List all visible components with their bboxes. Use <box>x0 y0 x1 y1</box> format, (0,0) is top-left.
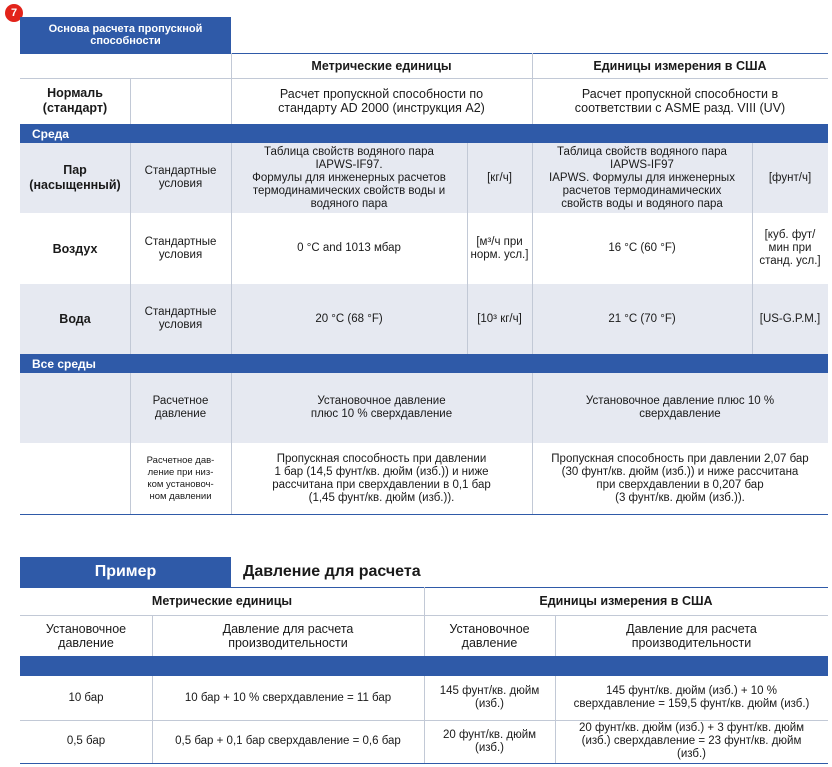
air-conditions: Стандартные условия <box>144 235 217 261</box>
water-us: 21 °C (70 °F) <box>608 312 676 325</box>
air-us-unit: [куб. фут/ мин при станд. усл.] <box>759 229 821 267</box>
table-row: 145 фунт/кв. дюйм (изб.) <box>439 685 540 710</box>
table-row: 0,5 бар + 0,1 бар сверхдавление = 0,6 бар <box>175 735 401 747</box>
page-number: 7 <box>10 7 18 19</box>
water-metric: 20 °C (68 °F) <box>315 312 383 325</box>
col-header-us: Единицы измерения в США <box>593 58 767 73</box>
steam-us-unit: [фунт/ч] <box>768 171 812 184</box>
section-all-media: Все среды <box>20 354 828 373</box>
low-pressure-us: Пропускная способность при давлении 2,07 бар (30 фунт/кв. дюйм (изб.)) и ниже рассчитана при сверхдавлении в 0,207 бар (3 фунт/кв. дюйм (изб.)). <box>551 452 809 504</box>
table-row: 10 бар + 10 % сверхдавление = 11 бар <box>184 691 392 704</box>
subheader-set-pressure-us: Установочное давление <box>449 621 530 650</box>
low-pressure-label: Расчетное дав- ление при низ- ком установоч- ном давлении <box>146 454 215 502</box>
col-header-metric: Метрические единицы <box>311 58 452 73</box>
table2-title: Давление для расчета <box>243 563 421 580</box>
table1-bottom-rule <box>20 514 828 515</box>
air-us: 16 °C (60 °F) <box>608 242 676 254</box>
steam-label: Пар (насыщенный) <box>29 163 121 192</box>
norm-label: Нормаль (стандарт) <box>42 86 108 115</box>
table-row: 145 фунт/кв. дюйм (изб.) + 10 % сверхдавление = 159,5 фунт/кв. дюйм (изб.) <box>573 685 810 710</box>
low-pressure-metric: Пропускная способность при давлении 1 бар (14,5 фунт/кв. дюйм (изб.)) и ниже рассчитана при сверхдавлении в 0,1 бар (1,45 фунт/кв. дюйм (изб.)). <box>272 452 491 504</box>
norm-metric: Расчет пропускной способности по стандарту AD 2000 (инструкция A2) <box>278 87 485 115</box>
table-row: 20 фунт/кв. дюйм (изб.) + 3 фунт/кв. дюйм (изб.) сверхдавление = 23 фунт/кв. дюйм (изб.) <box>578 722 805 760</box>
water-label: Вода <box>59 312 91 326</box>
table-row: 10 бар <box>68 691 104 704</box>
steam-metric-unit: [кг/ч] <box>487 171 512 184</box>
example-label: Пример <box>20 557 231 587</box>
calc-pressure-us: Установочное давление плюс 10 % сверхдавление <box>585 395 775 420</box>
table1-title: Основа расчета пропускной способности <box>20 17 231 53</box>
air-metric: 0 °C and 1013 мбар <box>297 242 401 254</box>
calc-pressure-label: Расчетное давление <box>152 395 209 420</box>
steam-conditions: Стандартные условия <box>144 165 217 190</box>
steam-us: Таблица свойств водяного пара IAPWS-IF97 IAPWS. Формулы для инженерных расчетов термодинамических свойств воды и водяного пара <box>549 145 735 210</box>
table2-col-metric: Метрические единицы <box>151 594 293 608</box>
steam-metric: Таблица свойств водяного пара IAPWS-IF97. Формулы для инженерных расчетов термодинамических свойств воды и водяного пара <box>252 145 446 210</box>
table2-col-us: Единицы измерения в США <box>539 594 713 608</box>
table-row: 0,5 бар <box>66 735 106 747</box>
air-label: Воздух <box>52 241 98 256</box>
water-metric-unit: [10³ кг/ч] <box>477 312 522 325</box>
section-media: Среда <box>20 124 828 143</box>
subheader-set-pressure: Установочное давление <box>45 621 127 650</box>
table2-bottom-rule <box>20 763 828 764</box>
table-row: 20 фунт/кв. дюйм (изб.) <box>442 728 537 754</box>
water-conditions: Стандартные условия <box>144 306 217 331</box>
divider <box>130 78 131 124</box>
water-us-unit: [US-G.P.M.] <box>759 312 821 325</box>
air-metric-unit: [м³/ч при норм. усл.] <box>470 235 529 261</box>
subheader-calc-pressure-us: Давление для расчета производительности <box>626 621 757 650</box>
table2-band <box>20 656 828 676</box>
subheader-calc-pressure: Давление для расчета производительности <box>222 621 354 650</box>
norm-us: Расчет пропускной способности в соответствии с ASME разд. VIII (UV) <box>574 87 786 115</box>
calc-pressure-metric: Установочное давление плюс 10 % сверхдавление <box>310 395 453 420</box>
